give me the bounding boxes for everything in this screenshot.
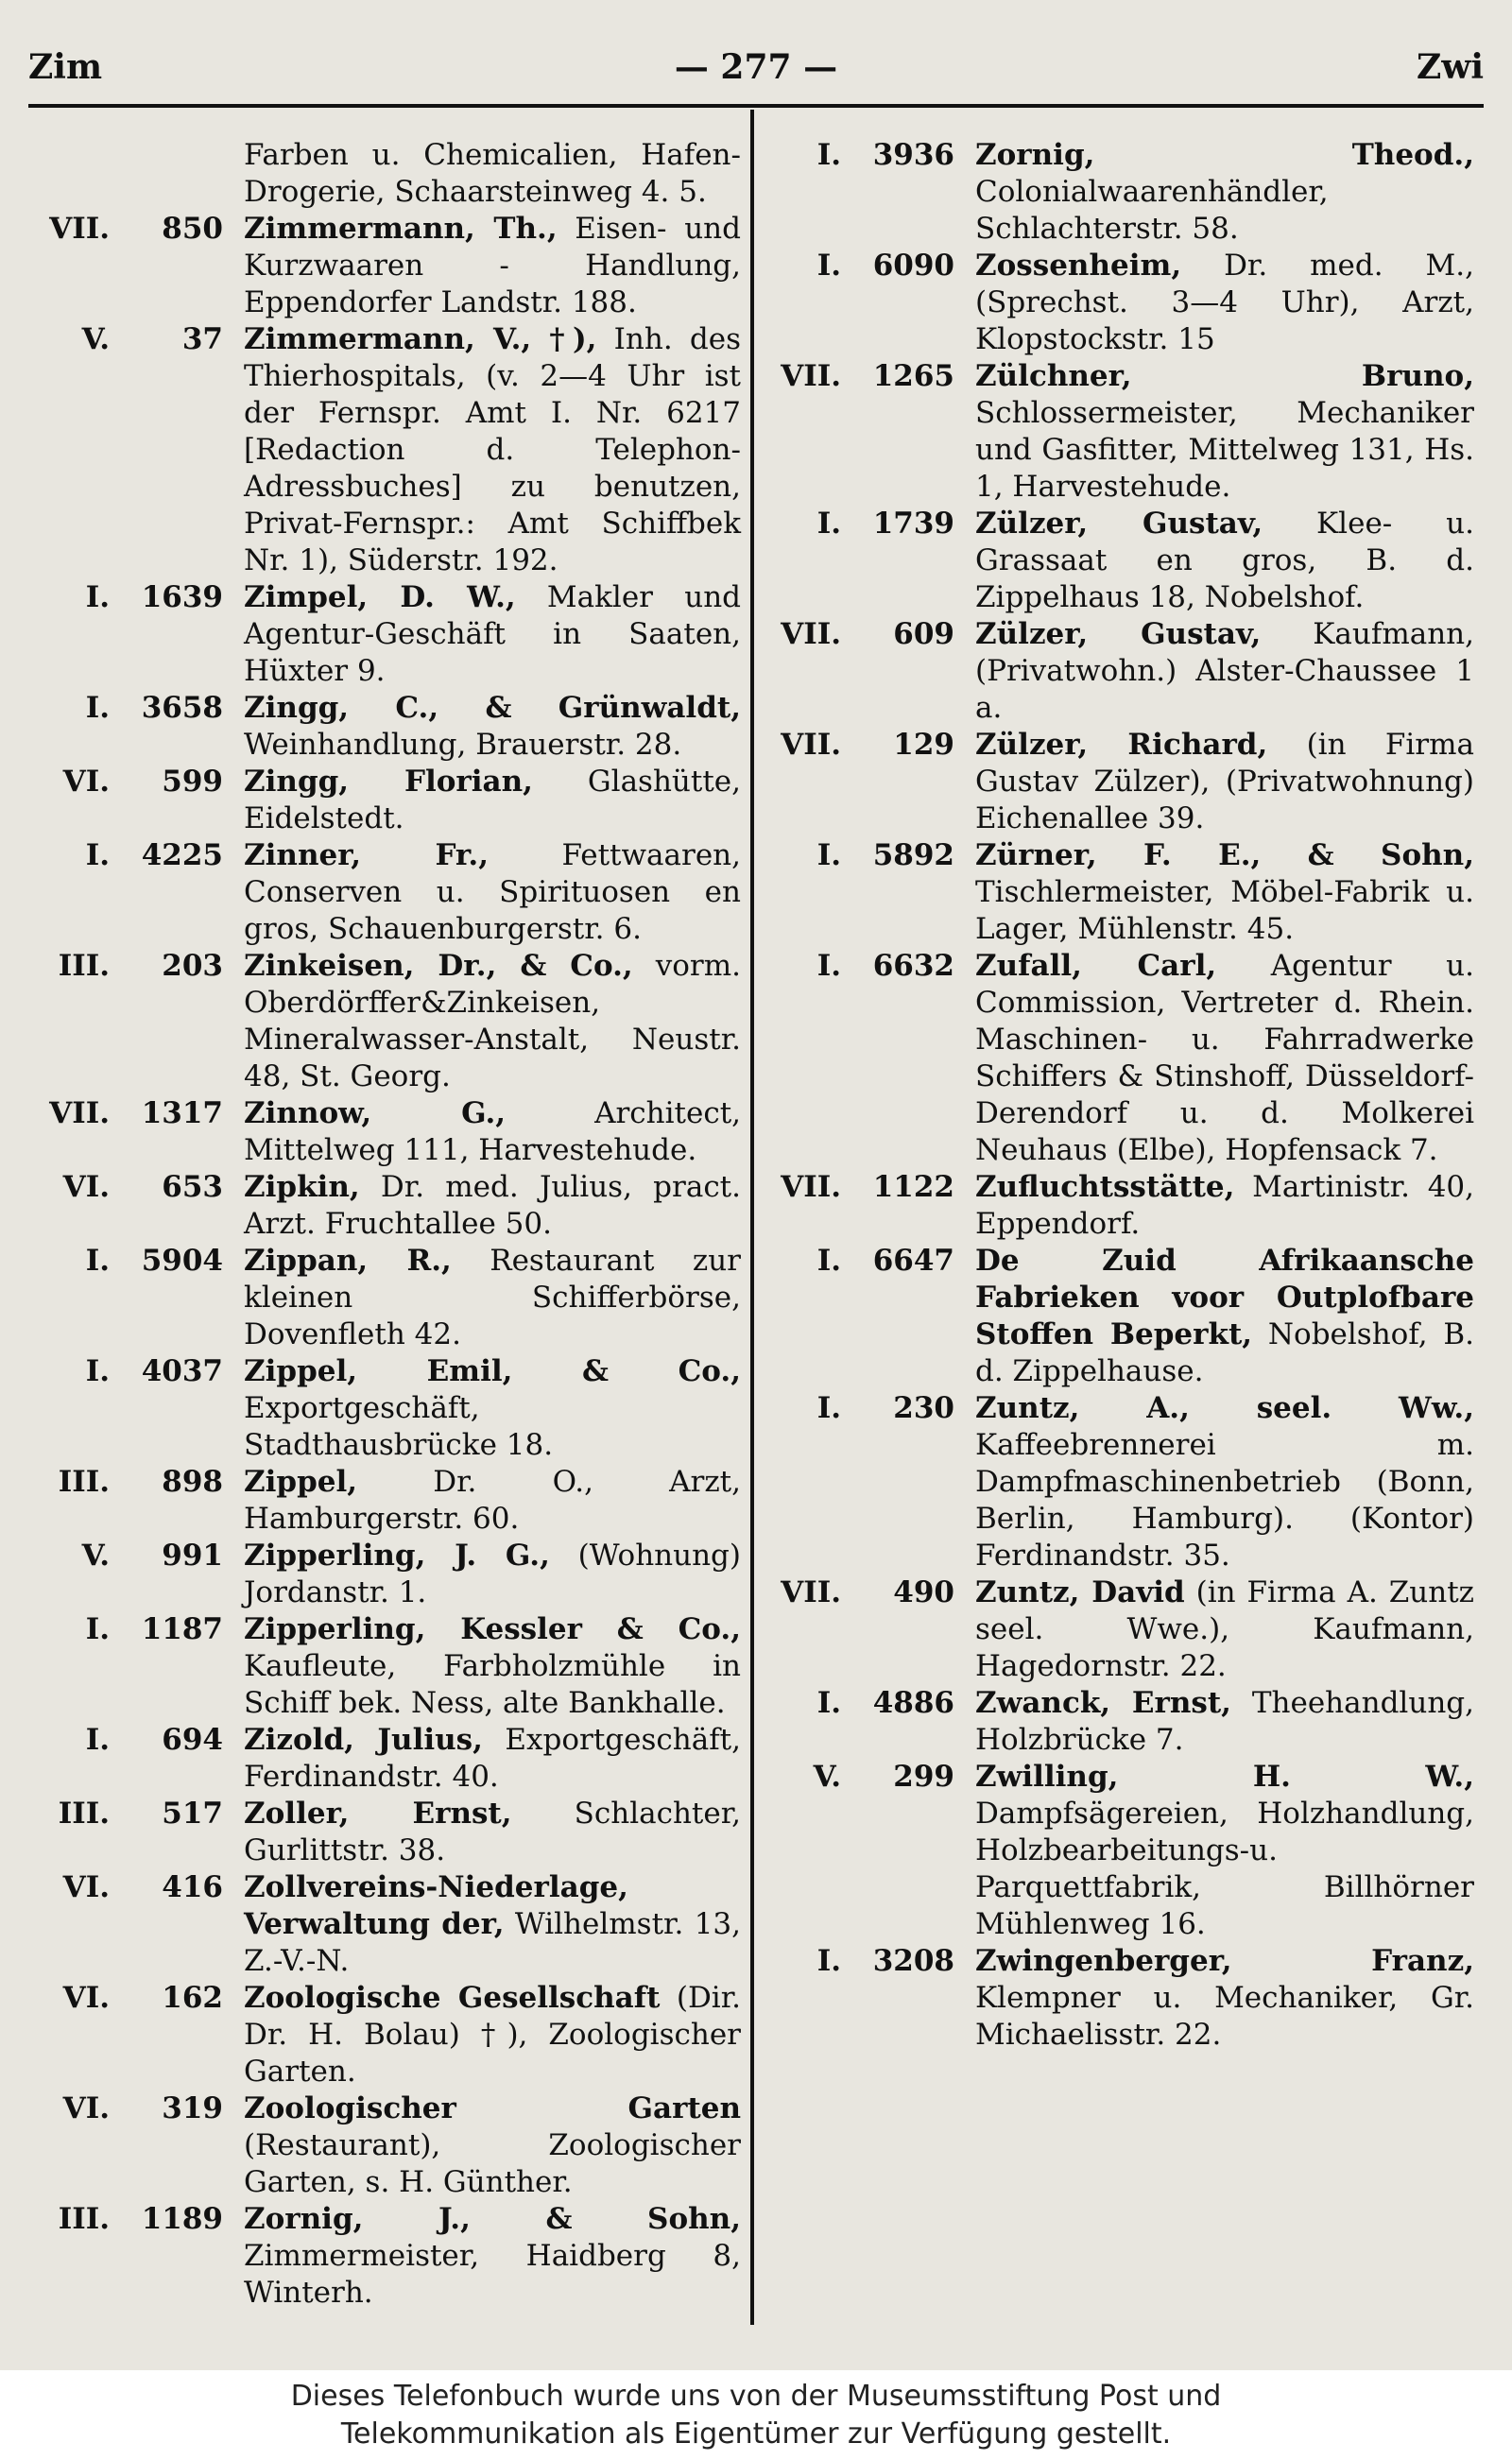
phone-number: 1265 (872, 359, 954, 393)
subscriber-name: Zufluchtsstätte, (975, 1170, 1235, 1204)
entry-text (244, 1243, 741, 1353)
entry-text (975, 727, 1474, 837)
directory-entry (25, 321, 741, 579)
subscriber-name: Zülzer, Gustav, (975, 617, 1262, 651)
phone-number: 299 (893, 1760, 954, 1794)
directory-entry (25, 579, 741, 690)
phone-number: 1317 (141, 1096, 223, 1130)
phone-number: 162 (162, 1981, 223, 2015)
exchange-office: III. (58, 949, 110, 983)
subscriber-name: Zoller, Ernst, (244, 1797, 512, 1831)
subscriber-details: Architect, Mittelweg 111, Harvestehude. (244, 1096, 742, 1167)
phone-number: 1739 (872, 507, 954, 541)
entry-text (244, 764, 741, 837)
phone-number: 3658 (141, 691, 223, 725)
entry-text (244, 1796, 741, 1869)
subscriber-details: Inh. des Thierhospitals, (v. 2—4 Uhr ist der Fernspr. Amt I. Nr. 6217 [Redaction d. Telephon-Adressbuches] zu benutzen, Privat-Fernspr.: Amt Schiffbek Nr. 1), Süderstr. 192. (244, 322, 742, 577)
directory-entry (25, 837, 741, 948)
subscriber-name: Zülchner, Bruno, (975, 359, 1474, 393)
exchange-office: III. (58, 1465, 110, 1499)
exchange-office: VI. (62, 765, 110, 799)
directory-entry (756, 248, 1474, 358)
phone-number: 991 (162, 1539, 223, 1573)
exchange-office: I. (816, 1944, 841, 1978)
subscriber-details: (Restaurant), Zoologischer Garten, s. H. Günther. (244, 2128, 741, 2199)
directory-entry (25, 1611, 741, 1722)
subscriber-name: Zürner, F. E., & Sohn, (975, 838, 1474, 872)
exchange-office: VII. (49, 212, 110, 246)
exchange-office: I. (816, 949, 841, 983)
subscriber-name: Zippel, (244, 1465, 358, 1499)
subscriber-details: Nobelshof, B. d. Zippelhause. (975, 1317, 1474, 1388)
exchange-office: VII. (781, 1170, 841, 1204)
subscriber-details: Martinistr. 40, Eppendorf. (975, 1170, 1474, 1241)
phone-number: 898 (162, 1465, 223, 1499)
directory-entry (756, 137, 1474, 248)
phone-number: 3936 (872, 138, 954, 172)
entry-text (244, 1464, 741, 1538)
subscriber-name: Zuntz, David (975, 1575, 1185, 1609)
subscriber-details: (in Firma Gustav Zülzer), (Privatwohnung) Eichenallee 39. (975, 728, 1474, 835)
subscriber-details: Agentur u. Commission, Vertreter d. Rhein. Maschinen- u. Fahrradwerke Schiffers & Stinshoff, Düsseldorf-Derendorf u. d. Molkerei Neuhaus (Elbe), Hopfensack 7. (975, 949, 1474, 1167)
directory-entry (25, 1980, 741, 2090)
phone-number: 203 (162, 949, 223, 983)
subscriber-details: Restaurant zur kleinen Schifferbörse, Dovenfleth 42. (244, 1244, 741, 1351)
subscriber-name: Zimmermann, Th., (244, 212, 558, 246)
directory-entry (25, 1243, 741, 1353)
phone-number: 517 (162, 1797, 223, 1831)
directory-entry (25, 211, 741, 321)
subscriber-details: Theehandlung, Holzbrücke 7. (975, 1686, 1474, 1757)
phone-number: 1639 (141, 580, 223, 614)
subscriber-details: Dr. O., Arzt, Hamburgerstr. 60. (244, 1465, 741, 1536)
exchange-office: VI. (62, 1170, 110, 1204)
exchange-office: VII. (781, 728, 841, 762)
directory-entry (25, 2090, 741, 2201)
exchange-office: VII. (49, 1096, 110, 1130)
subscriber-details: Weinhandlung, Brauerstr. 28. (244, 728, 682, 762)
directory-entry (756, 358, 1474, 506)
exchange-office: I. (816, 1391, 841, 1425)
entry-text (244, 1869, 741, 1980)
subscriber-details: Makler und Agentur-Geschäft in Saaten, Hüxter 9. (244, 580, 741, 688)
subscriber-name: Zippan, R., (244, 1244, 452, 1278)
directory-entry (756, 1390, 1474, 1574)
exchange-office: I. (816, 507, 841, 541)
phone-number: 609 (893, 617, 954, 651)
subscriber-name: Zinnow, G., (244, 1096, 507, 1130)
subscriber-name: Zinkeisen, Dr., & Co., (244, 949, 633, 983)
subscriber-name: Zingg, Florian, (244, 765, 533, 799)
subscriber-name: Zipkin, (244, 1170, 360, 1204)
subscriber-details: Dr. med. M., (Sprechst. 3—4 Uhr), Arzt, Klopstockstr. 15 (975, 249, 1474, 356)
entry-text (244, 2201, 741, 2312)
entry-text (244, 321, 741, 579)
subscriber-details: vorm. Oberdörffer&Zinkeisen, Mineralwasser-Anstalt, Neustr. 48, St. Georg. (244, 949, 741, 1093)
subscriber-details: Eisen- und Kurzwaaren - Handlung, Eppendorfer Landstr. 188. (244, 212, 741, 319)
header-divider (28, 104, 1484, 108)
subscriber-name: Zwanck, Ernst, (975, 1686, 1231, 1720)
subscriber-name: Zwilling, H. W., (975, 1760, 1474, 1794)
phone-number: 490 (893, 1575, 954, 1609)
directory-entry (25, 948, 741, 1095)
exchange-office: I. (85, 1244, 110, 1278)
exchange-office: VI. (62, 1981, 110, 2015)
phone-number: 653 (162, 1170, 223, 1204)
subscriber-name: Zimmermann, V., †), (244, 322, 597, 356)
exchange-office: I. (816, 138, 841, 172)
subscriber-details: Dampfsägereien, Holzhandlung, Holzbearbeitungs-u. Parquettfabrik, Billhörner Mühlenweg 16. (975, 1797, 1474, 1941)
entry-text (244, 1722, 741, 1796)
subscriber-details: Klempner u. Mechaniker, Gr. Michaelisstr. 22. (975, 1981, 1474, 2052)
entry-text (244, 690, 741, 764)
page-number: — 277 — (674, 47, 838, 87)
directory-entry (25, 1722, 741, 1796)
subscriber-name: Zoologische Gesellschaft (244, 1981, 661, 2015)
entry-text (244, 948, 741, 1095)
subscriber-name: Zufall, Carl, (975, 949, 1217, 983)
entry-text (975, 837, 1474, 948)
subscriber-name: De Zuid Afrikaansche Fabrieken voor Outplofbare Stoffen Beperkt, (975, 1244, 1474, 1351)
exchange-office: I. (816, 249, 841, 283)
directory-entry (25, 1869, 741, 1980)
exchange-office: I. (816, 1686, 841, 1720)
subscriber-name: Zinner, Fr., (244, 838, 489, 872)
directory-entry (756, 506, 1474, 616)
entry-text (244, 1611, 741, 1722)
phone-number: 37 (181, 322, 223, 356)
entry-text (975, 358, 1474, 506)
exchange-office: I. (85, 1612, 110, 1646)
subscriber-details: Dr. med. Julius, pract. Arzt. Fruchtallee 50. (244, 1170, 741, 1241)
phone-number: 1122 (872, 1170, 954, 1204)
directory-entry (756, 1243, 1474, 1390)
subscriber-name: Zülzer, Richard, (975, 728, 1268, 762)
phone-number: 1189 (141, 2202, 223, 2236)
subscriber-name: Zipperling, Kessler & Co., (244, 1612, 741, 1646)
exchange-office: I. (85, 838, 110, 872)
subscriber-details: Kaffeebrennerei m. Dampfmaschinenbetrieb (Bonn, Berlin, Hamburg). (Kontor) Ferdinandstr. 35. (975, 1428, 1474, 1573)
subscriber-details: Kaufleute, Farbholzmühle in Schiff bek. Ness, alte Bankhalle. (244, 1649, 741, 1720)
subscriber-name: Zizold, Julius, (244, 1723, 483, 1757)
entry-text (975, 1169, 1474, 1243)
subscriber-details: Tischlermeister, Möbel-Fabrik u. Lager, Mühlenstr. 45. (975, 875, 1474, 946)
entry-text (244, 1980, 741, 2090)
directory-entry (25, 690, 741, 764)
exchange-office: I. (85, 691, 110, 725)
directory-entry (25, 1796, 741, 1869)
entry-text (975, 1574, 1474, 1685)
phone-number: 5904 (141, 1244, 223, 1278)
phone-number: 416 (162, 1870, 223, 1904)
subscriber-details: Wilhelmstr. 13, Z.-V.-N. (244, 1907, 741, 1978)
phone-number: 850 (162, 212, 223, 246)
entry-text (244, 837, 741, 948)
exchange-office: V. (81, 322, 110, 356)
directory-entry (756, 1169, 1474, 1243)
exchange-office: V. (813, 1760, 841, 1794)
directory-entry (756, 727, 1474, 837)
exchange-office: VI. (62, 2091, 110, 2125)
exchange-office: VII. (781, 617, 841, 651)
exchange-office: I. (816, 1244, 841, 1278)
exchange-office: VII. (781, 359, 841, 393)
exchange-office: I. (85, 1354, 110, 1388)
entry-text (975, 1390, 1474, 1574)
entry-text (975, 1243, 1474, 1390)
entry-text (975, 248, 1474, 358)
subscriber-name: Zülzer, Gustav, (975, 507, 1263, 541)
subscriber-details: Schlachter, Gurlittstr. 38. (244, 1797, 741, 1867)
directory-entry (25, 2201, 741, 2312)
subscriber-name: Zimpel, D. W., (244, 580, 516, 614)
subscriber-name: Zingg, C., & Grünwaldt, (244, 691, 741, 725)
entry-text (975, 1685, 1474, 1759)
subscriber-details: Farben u. Chemicalien, Hafen-Drogerie, Schaarsteinweg 4. 5. (244, 138, 741, 209)
phone-number: 129 (893, 728, 954, 762)
subscriber-details: Klee- u. Grassaat en gros, B. d. Zippelhaus 18, Nobelshof. (975, 507, 1474, 614)
entry-text (244, 2090, 741, 2201)
phone-number: 694 (162, 1723, 223, 1757)
entry-text (244, 1538, 741, 1611)
phone-number: 599 (162, 765, 223, 799)
exchange-office: V. (81, 1539, 110, 1573)
entry-text (975, 1759, 1474, 1943)
phone-number: 230 (893, 1391, 954, 1425)
entry-text (244, 1095, 741, 1169)
subscriber-name: Zornig, Theod., (975, 138, 1474, 172)
entry-text (975, 506, 1474, 616)
phone-number: 6090 (872, 249, 954, 283)
directory-entry (25, 1538, 741, 1611)
subscriber-name: Zwingenberger, Franz, (975, 1944, 1474, 1978)
entry-text (975, 137, 1474, 248)
entry-text (244, 1169, 741, 1243)
subscriber-details: Schlossermeister, Mechaniker und Gasfitter, Mittelweg 131, Hs. 1, Harvestehude. (975, 396, 1474, 504)
directory-entry (25, 1169, 741, 1243)
subscriber-name: Zipperling, J. G., (244, 1539, 550, 1573)
directory-entry (756, 837, 1474, 948)
exchange-office: III. (58, 2202, 110, 2236)
subscriber-name: Zuntz, A., seel. Ww., (975, 1391, 1474, 1425)
subscriber-details: Glashütte, Eidelstedt. (244, 765, 741, 835)
subscriber-details: (in Firma A. Zuntz seel. Wwe.), Kaufmann, Hagedornstr. 22. (975, 1575, 1474, 1683)
directory-entry (756, 1943, 1474, 2054)
entry-text (975, 948, 1474, 1169)
phone-number: 6647 (872, 1244, 954, 1278)
exchange-office: VII. (781, 1575, 841, 1609)
subscriber-name: Zippel, Emil, & Co., (244, 1354, 741, 1388)
directory-entry (25, 1464, 741, 1538)
subscriber-details: Zimmermeister, Haidberg 8, Winterh. (244, 2239, 741, 2310)
exchange-office: VI. (62, 1870, 110, 1904)
header-right-keyword: Zwi (1417, 47, 1484, 87)
directory-entry (25, 764, 741, 837)
left-column (25, 137, 741, 2312)
entry-text (244, 1353, 741, 1464)
page-header (28, 47, 1484, 104)
exchange-office: III. (58, 1797, 110, 1831)
header-left-keyword: Zim (28, 47, 103, 87)
subscriber-details: (Dir. Dr. H. Bolau) †), Zoologischer Garten. (244, 1981, 741, 2089)
phone-number: 4886 (872, 1686, 954, 1720)
subscriber-details: Exportgeschäft, Stadthausbrücke 18. (244, 1391, 554, 1462)
right-column (756, 137, 1474, 2054)
exchange-office: I. (85, 1723, 110, 1757)
phone-number: 4225 (141, 838, 223, 872)
entry-text (975, 1943, 1474, 2054)
directory-entry (25, 137, 741, 211)
phone-number: 319 (162, 2091, 223, 2125)
directory-entry (756, 1574, 1474, 1685)
directory-entry (756, 616, 1474, 727)
phone-number: 6632 (872, 949, 954, 983)
entry-text (244, 579, 741, 690)
subscriber-details: Exportgeschäft, Ferdinandstr. 40. (244, 1723, 741, 1794)
directory-entry (756, 1759, 1474, 1943)
directory-entry (756, 1685, 1474, 1759)
phone-number: 1187 (141, 1612, 223, 1646)
directory-entry (25, 1353, 741, 1464)
entry-text (975, 616, 1474, 727)
subscriber-name: Zollvereins-Niederlage, Verwaltung der, (244, 1870, 628, 1941)
subscriber-details: Colonialwaarenhändler, Schlachterstr. 58. (975, 175, 1329, 246)
subscriber-details: Kaufmann, (Privatwohn.) Alster-Chaussee 1 a. (975, 617, 1474, 725)
directory-entry (756, 948, 1474, 1169)
footer-line-2: Telekommunikation als Eigentümer zur Verfügung gestellt. (340, 2417, 1172, 2451)
directory-entry (25, 1095, 741, 1169)
entry-text (244, 211, 741, 321)
phone-number: 3208 (872, 1944, 954, 1978)
subscriber-name: Zornig, J., & Sohn, (244, 2202, 741, 2236)
subscriber-name: Zossenheim, (975, 249, 1182, 283)
entry-text (244, 137, 741, 211)
subscriber-name: Zoologischer Garten (244, 2091, 741, 2125)
footer-notice (0, 2370, 1512, 2460)
exchange-office: I. (85, 580, 110, 614)
phone-number: 4037 (141, 1354, 223, 1388)
subscriber-details: (Wohnung) Jordanstr. 1. (244, 1539, 741, 1609)
subscriber-details: Fettwaaren, Conserven u. Spirituosen en gros, Schauenburgerstr. 6. (244, 838, 741, 946)
footer-line-1: Dieses Telefonbuch wurde uns von der Museumsstiftung Post und (290, 2380, 1222, 2413)
phone-number: 5892 (872, 838, 954, 872)
exchange-office: I. (816, 838, 841, 872)
column-divider (750, 110, 754, 2325)
